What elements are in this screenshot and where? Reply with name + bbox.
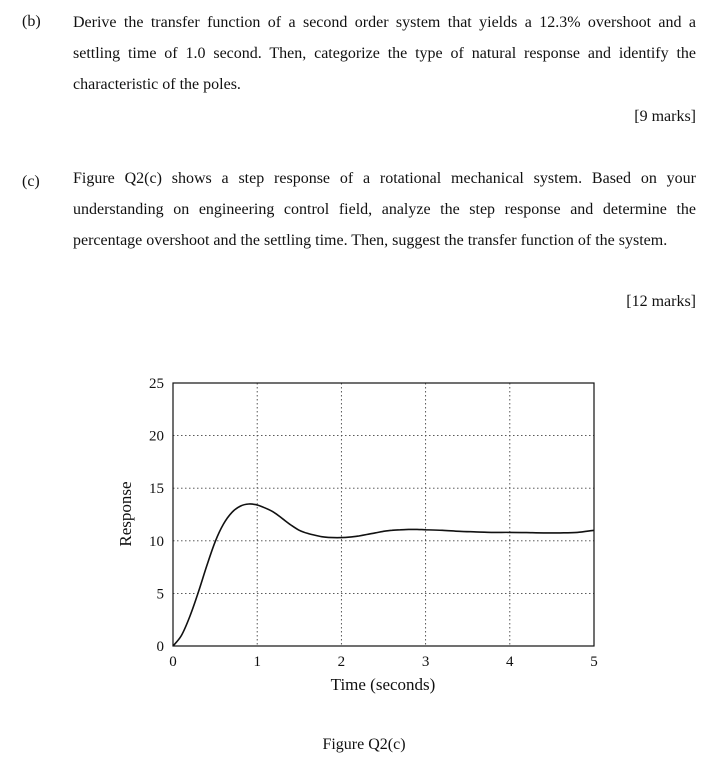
x-tick-label: 3: [421, 654, 430, 670]
y-axis-label: Response: [116, 481, 135, 547]
chart-grid: [173, 383, 594, 646]
part-b-marks: [9 marks]: [634, 108, 696, 125]
x-tick-label: 0: [169, 654, 177, 670]
part-c-question-text: Figure Q2(c) shows a step response of a rotational mechanical system. Based on your understanding on engineering control field, analyze the step response and determine the percentage overshoot and the settling time. Then, suggest the transfer function of the system.: [73, 170, 696, 249]
part-b-label: (b): [22, 13, 41, 30]
x-tick-label: 4: [506, 654, 514, 670]
y-tick-label: 20: [149, 428, 164, 445]
y-tick-label: 0: [156, 639, 164, 655]
plot-frame: [173, 383, 594, 646]
step-response-chart: [0, 360, 728, 720]
y-tick-label: 25: [149, 376, 164, 392]
y-tick-label: 15: [149, 481, 164, 498]
chart-ticks: [149, 376, 598, 670]
x-tick-label: 2: [337, 654, 346, 670]
x-tick-label: 5: [590, 654, 598, 670]
x-axis-label: Time (seconds): [330, 675, 436, 694]
response-curve: [173, 504, 594, 646]
y-tick-label: 10: [149, 533, 164, 550]
part-b-question-text: Derive the transfer function of a second order system that yields a 12.3% overshoot and a settling time of 1.0 second. Then, categorize the type of natural response and identify the characteristic of the poles.: [73, 14, 696, 93]
figure-caption: Figure Q2(c): [322, 736, 406, 753]
part-c-label: (c): [22, 173, 40, 190]
y-tick-label: 5: [156, 586, 164, 603]
part-c-marks: [12 marks]: [626, 293, 696, 310]
x-tick-label: 1: [253, 654, 261, 670]
